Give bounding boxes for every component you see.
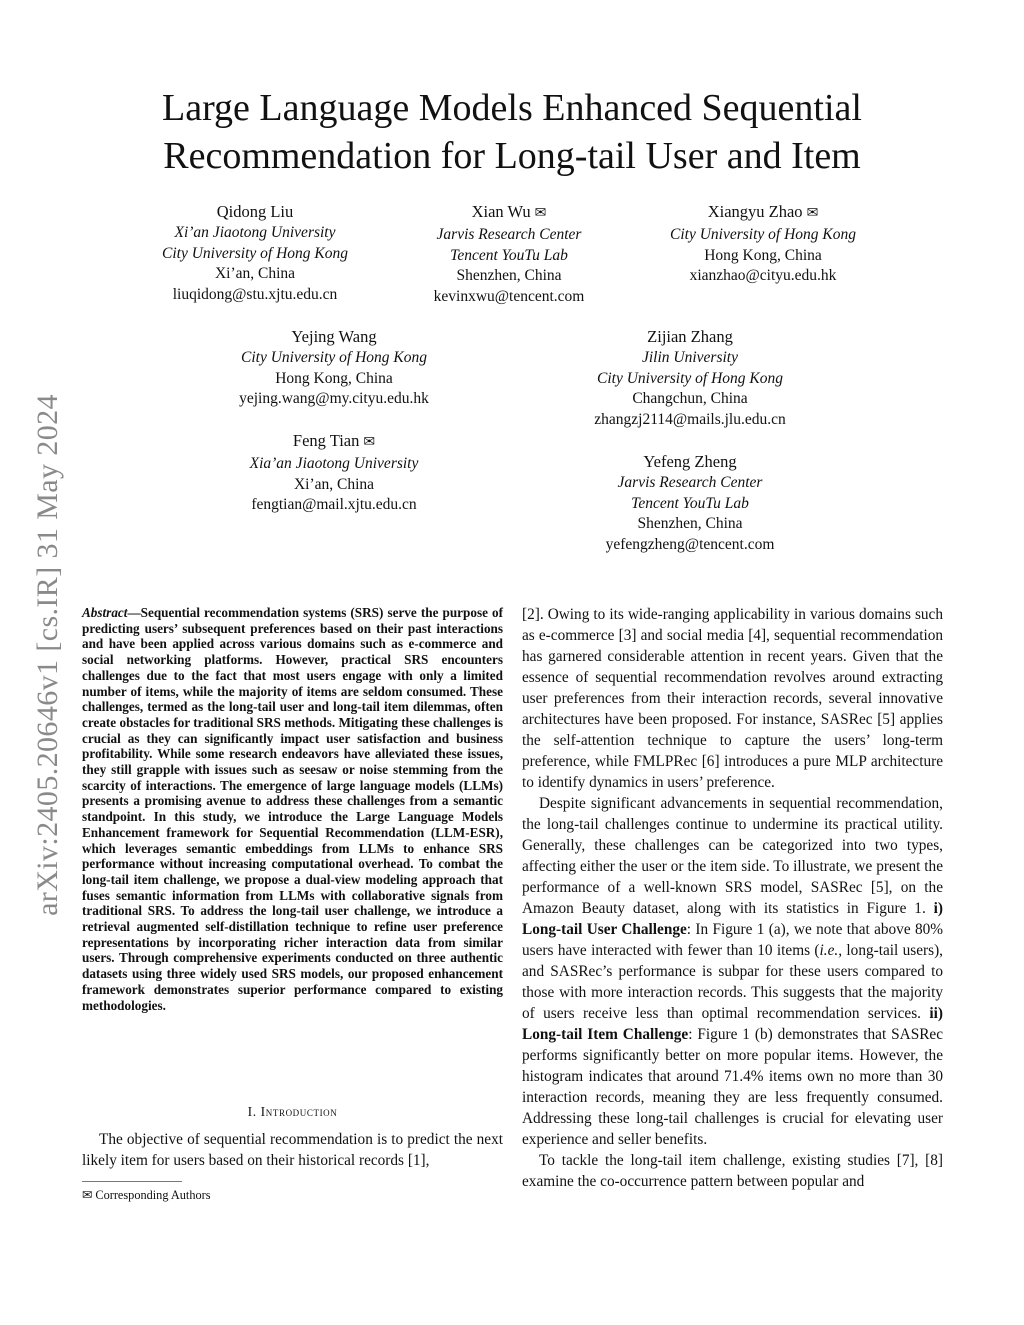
body-paragraph-2 bbox=[522, 793, 943, 1150]
long-tail-item-label: ii) Long-tail Item Challenge bbox=[522, 1005, 944, 1043]
author-affiliation: City University of Hong Kong bbox=[162, 244, 348, 262]
arxiv-identifier: arXiv:2405.20646v1 [cs.IR] 31 May 2024 bbox=[31, 394, 64, 916]
author-email: xianzhao@cityu.edu.hk bbox=[689, 267, 837, 285]
author-name: Yefeng Zheng bbox=[643, 452, 737, 471]
author-email: kevinxwu@tencent.com bbox=[433, 287, 585, 305]
author-location: Hong Kong, China bbox=[275, 369, 393, 387]
section-title: Introduction bbox=[260, 1104, 338, 1119]
envelope-icon: ✉ bbox=[82, 1188, 93, 1202]
body-paragraph-1: [2]. Owing to its wide-ranging applicability in various domains such as e-commerce [3] and social media [4], sequential recommendation has garnered considerable attention in recent years. Given that the essence of sequential recommendation revolves around extracting user preferences from their interaction records, several innovative architectures have been proposed. For instance, SASRec [5] applies the self-attention technique to capture the users’ long-term preference, while FMLPRec [6] introduces a pure MLP architecture to identify dynamics in users’ preference. bbox=[522, 606, 943, 791]
author-affiliation: City University of Hong Kong bbox=[597, 369, 783, 387]
author-location: Shenzhen, China bbox=[456, 267, 562, 285]
paragraph-text: : Figure 1 (b) demonstrates that SASRec performs significantly better on more popular items. However, the histogram indicates that around 71.4% items own no more than 30 interaction records, meaning they are less frequently consumed. Addressing these long-tail challenges is crucial for elevating user experience and seller benefits. bbox=[522, 1026, 943, 1148]
author-affiliation: City University of Hong Kong bbox=[670, 226, 856, 243]
section-number: I. bbox=[247, 1104, 257, 1119]
footnote bbox=[82, 1187, 503, 1203]
author-name: Xian Wu bbox=[471, 202, 531, 221]
abstract-text: Sequential recommendation systems (SRS) serve the purpose of predicting users’ subsequent preferences based on their past interactions and have been applied across various domains such as e-commerce and social networking platforms. However, practical SRS encounters challenges due to the fact that most users engage with only a limited number of items, while the majority of items are seldom consumed. These challenges, termed as the long-tail user and long-tail item dilemmas, often create obstacles for traditional SRS methods. Mitigating these challenges is crucial as they can significantly impact user satisfaction and business profitability. While some research endeavors have alleviated these issues, they still grapple with issues such as seesaw or noise stemming from the scarcity of interactions. The emergence of large language models (LLMs) presents a promising avenue to address these challenges from a semantic standpoint. In this study, we introduce the Large Language Models Enhancement framework for Sequential Recommendation (LLM-ESR), which leverages semantic embeddings from LLMs to enhance SRS performance without increasing computational overhead. To combat the long-tail item challenge, we propose a dual-view modeling approach that fuses semantic information from LLMs with collaborative signals from traditional SRS. To address the long-tail user challenge, we introduce a retrieval augmented self-distillation technique to refine user preference representations by incorporating richer interaction data from similar users. Through comprehensive experiments conducted on three authentic datasets using three widely used SRS models, our proposed enhancement framework demonstrates superior performance compared to existing methodologies. bbox=[82, 605, 503, 1013]
author-name: Zijian Zhang bbox=[647, 327, 733, 346]
footnote-text: Corresponding Authors bbox=[95, 1188, 211, 1202]
author-block-yefeng-zheng bbox=[560, 451, 820, 555]
author-location: Xi’an, China bbox=[293, 475, 375, 493]
author-affiliation: Xi’an Jiaotong University bbox=[174, 224, 336, 241]
abstract-dash: — bbox=[127, 605, 141, 620]
author-block-xiangyu-zhao bbox=[638, 201, 888, 287]
body-paragraph-3: To tackle the long-tail item challenge, existing studies [7], [8] examine the co-occurrence pattern between popular and bbox=[522, 1152, 943, 1190]
author-name: Xiangyu Zhao bbox=[707, 202, 803, 221]
right-column bbox=[522, 604, 943, 1192]
envelope-icon: ✉ bbox=[806, 206, 819, 221]
author-email: yefengzheng@tencent.com bbox=[605, 535, 775, 553]
author-affiliation: Tencent YouTu Lab bbox=[450, 246, 568, 264]
envelope-icon: ✉ bbox=[363, 435, 376, 450]
ie-abbrev: i.e., bbox=[819, 942, 843, 959]
author-location: Shenzhen, China bbox=[637, 515, 743, 533]
author-name: Yejing Wang bbox=[291, 327, 377, 346]
author-block-xian-wu bbox=[384, 201, 634, 307]
author-affiliation: Jilin University bbox=[642, 349, 738, 366]
author-name: Feng Tian bbox=[292, 431, 360, 450]
author-email: yejing.wang@my.cityu.edu.hk bbox=[239, 390, 429, 408]
abstract-label: Abstract bbox=[82, 605, 128, 620]
author-affiliation: Jarvis Research Center bbox=[617, 474, 763, 491]
title-line-1: Large Language Models Enhanced Sequential bbox=[162, 87, 862, 129]
intro-paragraph: The objective of sequential recommendation is to predict the next likely item for users based on their historical records [1], bbox=[82, 1131, 503, 1169]
author-location: Hong Kong, China bbox=[704, 246, 822, 264]
title-line-2: Recommendation for Long-tail User and Item bbox=[163, 135, 861, 177]
author-location: Xi’an, China bbox=[214, 265, 296, 283]
abstract bbox=[82, 605, 503, 1013]
author-location: Changchun, China bbox=[632, 390, 748, 408]
long-tail-user-label: i) Long-tail User Challenge bbox=[522, 900, 943, 938]
author-affiliation: Tencent YouTu Lab bbox=[631, 494, 749, 512]
paragraph-text: long-tail users), and SASRec’s performance is subpar for these users compared to those with more interaction records. This suggests that the majority of users receive less than optimal recommendation services. bbox=[522, 942, 943, 1022]
author-block-zijian-zhang bbox=[560, 326, 820, 430]
author-block-yejing-wang bbox=[209, 326, 459, 410]
author-block-qidong-liu bbox=[130, 201, 380, 305]
author-affiliation: Jarvis Research Center bbox=[436, 226, 582, 243]
author-affiliation: City University of Hong Kong bbox=[241, 349, 427, 366]
paragraph-text: Despite significant advancements in sequential recommendation, the long-tail challenges continue to undermine its practical utility. Generally, these challenges can be categorized into two types, affecting either the user or the item side. To illustrate, we present the performance of a well-known SRS model, SASRec [5], on the Amazon Beauty dataset, along with its statistics in Figure 1. bbox=[522, 795, 943, 917]
author-email: fengtian@mail.xjtu.edu.cn bbox=[251, 496, 417, 514]
author-name: Qidong Liu bbox=[216, 202, 294, 221]
author-email: zhangzj2114@mails.jlu.edu.cn bbox=[594, 410, 786, 428]
envelope-icon: ✉ bbox=[534, 206, 547, 221]
author-email: liuqidong@stu.xjtu.edu.cn bbox=[172, 285, 338, 303]
author-block-feng-tian bbox=[209, 430, 459, 516]
paper-title bbox=[0, 84, 1024, 180]
author-affiliation: Xia’an Jiaotong University bbox=[249, 455, 419, 472]
paragraph-text: : In Figure 1 (a), we note that above 80% users have interacted with fewer than 10 items ( bbox=[522, 921, 943, 959]
section-heading-introduction bbox=[82, 1104, 503, 1120]
footnote-rule bbox=[82, 1181, 182, 1182]
